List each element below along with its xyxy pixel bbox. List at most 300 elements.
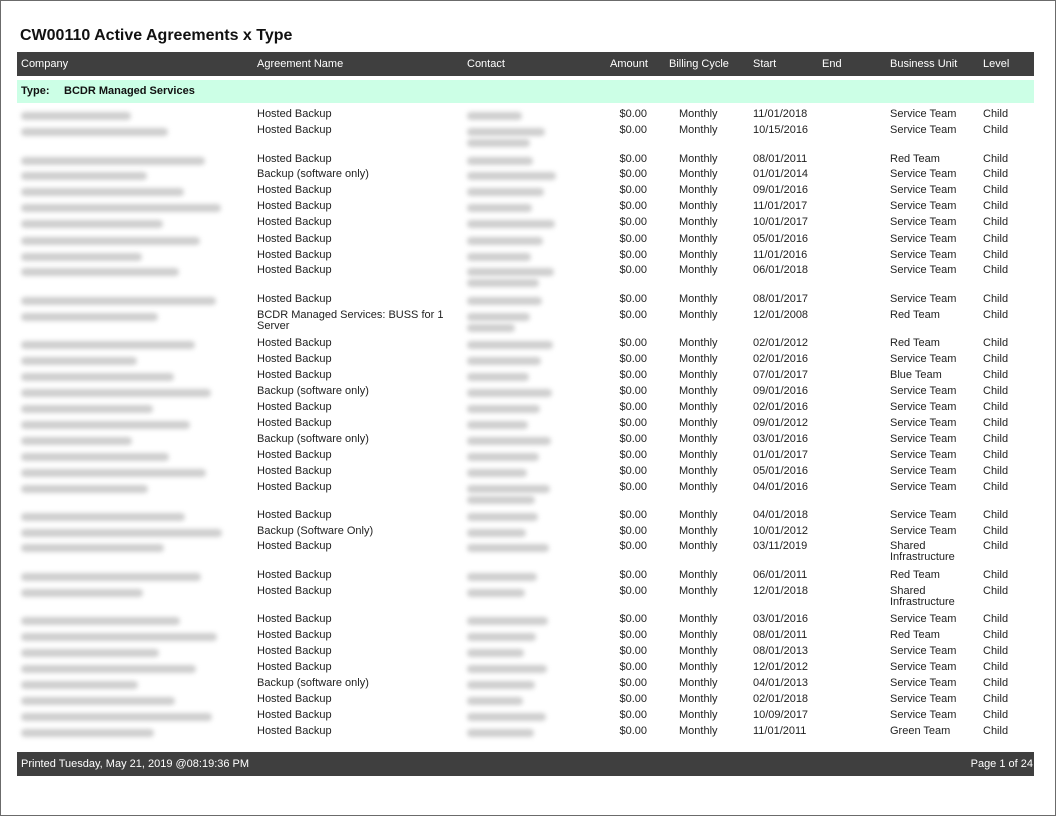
col-business-unit: Business Unit (890, 58, 958, 70)
amount: $0.00 (619, 293, 647, 305)
business-unit: Red Team (890, 337, 940, 349)
billing-cycle: Monthly (679, 233, 718, 245)
amount: $0.00 (619, 417, 647, 429)
start-date: 03/01/2016 (753, 433, 809, 445)
agreement-name: Hosted Backup (257, 264, 332, 276)
business-unit: Service Team (890, 481, 957, 493)
redacted-company (21, 453, 169, 461)
business-unit: Service Team (890, 645, 957, 657)
redacted-contact (467, 324, 515, 332)
redacted-contact (467, 405, 540, 413)
start-date: 06/01/2018 (753, 264, 809, 276)
amount: $0.00 (619, 216, 647, 228)
level: Child (983, 153, 1009, 165)
redacted-company (21, 128, 168, 136)
billing-cycle: Monthly (679, 509, 718, 521)
level: Child (983, 613, 1009, 625)
level: Child (983, 661, 1009, 673)
start-date: 05/01/2016 (753, 233, 809, 245)
redacted-company (21, 204, 221, 212)
amount: $0.00 (619, 249, 647, 261)
business-unit: Red Team (890, 569, 940, 581)
start-date: 11/01/2016 (753, 249, 808, 261)
redacted-company (21, 297, 216, 305)
redacted-company (21, 405, 153, 413)
redacted-company (21, 713, 212, 721)
start-date: 11/01/2011 (753, 725, 807, 737)
level: Child (983, 369, 1009, 381)
redacted-contact (467, 313, 530, 321)
amount: $0.00 (619, 540, 647, 552)
start-date: 02/01/2018 (753, 693, 809, 705)
business-unit: Service Team (890, 433, 957, 445)
start-date: 04/01/2013 (753, 677, 809, 689)
redacted-company (21, 513, 185, 521)
redacted-company (21, 357, 137, 365)
amount: $0.00 (619, 153, 647, 165)
agreement-name: Hosted Backup (257, 481, 332, 493)
redacted-company (21, 341, 195, 349)
billing-cycle: Monthly (679, 709, 718, 721)
agreement-name: Hosted Backup (257, 153, 332, 165)
business-unit: Red Team (890, 153, 940, 165)
redacted-contact (467, 357, 541, 365)
redacted-contact (467, 128, 545, 136)
level: Child (983, 509, 1009, 521)
amount: $0.00 (619, 509, 647, 521)
billing-cycle: Monthly (679, 353, 718, 365)
redacted-contact (467, 237, 543, 245)
agreement-name: Hosted Backup (257, 465, 332, 477)
redacted-company (21, 649, 159, 657)
business-unit: Service Team (890, 184, 957, 196)
agreement-name: Hosted Backup (257, 417, 332, 429)
amount: $0.00 (619, 585, 647, 597)
redacted-contact (467, 188, 544, 196)
billing-cycle: Monthly (679, 153, 718, 165)
start-date: 10/09/2017 (753, 709, 809, 721)
col-contact: Contact (467, 58, 505, 70)
level: Child (983, 465, 1009, 477)
level: Child (983, 184, 1009, 196)
amount: $0.00 (619, 264, 647, 276)
redacted-company (21, 253, 142, 261)
business-unit: Service Team (890, 249, 957, 261)
level: Child (983, 353, 1009, 365)
start-date: 09/01/2016 (753, 184, 809, 196)
billing-cycle: Monthly (679, 184, 718, 196)
agreement-name: Hosted Backup (257, 661, 332, 673)
business-unit: Service Team (890, 677, 957, 689)
amount: $0.00 (619, 353, 647, 365)
amount: $0.00 (619, 677, 647, 689)
amount: $0.00 (619, 449, 647, 461)
redacted-contact (467, 112, 522, 120)
billing-cycle: Monthly (679, 569, 718, 581)
col-start: Start (753, 58, 777, 70)
redacted-contact (467, 633, 536, 641)
agreement-name: Hosted Backup (257, 184, 332, 196)
agreement-name: Hosted Backup (257, 124, 332, 136)
billing-cycle: Monthly (679, 108, 718, 120)
redacted-company (21, 188, 184, 196)
start-date: 11/01/2018 (753, 108, 808, 120)
redacted-contact (467, 544, 549, 552)
redacted-company (21, 237, 200, 245)
col-agreement-name: Agreement Name (257, 58, 344, 70)
redacted-company (21, 437, 132, 445)
business-unit: Service Team (890, 233, 957, 245)
amount: $0.00 (619, 433, 647, 445)
redacted-contact (467, 485, 550, 493)
redacted-company (21, 529, 222, 537)
business-unit: Green Team (890, 725, 951, 737)
redacted-company (21, 220, 163, 228)
level: Child (983, 401, 1009, 413)
agreement-name: Hosted Backup (257, 645, 332, 657)
start-date: 01/01/2014 (753, 168, 809, 180)
business-unit: Service Team (890, 124, 957, 136)
start-date: 11/01/2017 (753, 200, 808, 212)
redacted-company (21, 697, 175, 705)
redacted-company (21, 665, 196, 673)
agreement-name: Backup (software only) (257, 168, 369, 180)
redacted-contact (467, 649, 524, 657)
redacted-contact (467, 268, 554, 276)
level: Child (983, 124, 1009, 136)
start-date: 02/01/2016 (753, 401, 809, 413)
agreement-name: Backup (software only) (257, 385, 369, 397)
col-billing-cycle: Billing Cycle (669, 58, 729, 70)
redacted-company (21, 485, 148, 493)
amount: $0.00 (619, 337, 647, 349)
amount: $0.00 (619, 569, 647, 581)
start-date: 07/01/2017 (753, 369, 809, 381)
start-date: 10/01/2012 (753, 525, 809, 537)
billing-cycle: Monthly (679, 677, 718, 689)
business-unit: Service Team (890, 293, 957, 305)
start-date: 08/01/2017 (753, 293, 809, 305)
billing-cycle: Monthly (679, 385, 718, 397)
business-unit: Service Team (890, 417, 957, 429)
amount: $0.00 (619, 200, 647, 212)
amount: $0.00 (619, 693, 647, 705)
redacted-contact (467, 453, 539, 461)
agreement-name: Hosted Backup (257, 233, 332, 245)
billing-cycle: Monthly (679, 216, 718, 228)
start-date: 10/15/2016 (753, 124, 809, 136)
redacted-company (21, 544, 164, 552)
agreement-name: Hosted Backup (257, 249, 332, 261)
amount: $0.00 (619, 108, 647, 120)
level: Child (983, 709, 1009, 721)
redacted-contact (467, 389, 552, 397)
redacted-contact (467, 729, 534, 737)
billing-cycle: Monthly (679, 417, 718, 429)
agreement-name: Backup (software only) (257, 677, 369, 689)
business-unit: Service Team (890, 449, 957, 461)
level: Child (983, 449, 1009, 461)
start-date: 05/01/2016 (753, 465, 809, 477)
level: Child (983, 216, 1009, 228)
agreement-name: Hosted Backup (257, 540, 332, 552)
level: Child (983, 693, 1009, 705)
level: Child (983, 108, 1009, 120)
redacted-company (21, 469, 206, 477)
start-date: 08/01/2013 (753, 645, 809, 657)
billing-cycle: Monthly (679, 661, 718, 673)
level: Child (983, 249, 1009, 261)
business-unit: Shared Infrastructure (890, 540, 955, 563)
group-label: Type: (21, 85, 50, 97)
redacted-contact (467, 617, 548, 625)
business-unit: Service Team (890, 216, 957, 228)
redacted-contact (467, 529, 526, 537)
redacted-contact (467, 341, 553, 349)
business-unit: Service Team (890, 465, 957, 477)
billing-cycle: Monthly (679, 401, 718, 413)
col-level: Level (983, 58, 1010, 70)
amount: $0.00 (619, 168, 647, 180)
agreement-name: Hosted Backup (257, 585, 332, 597)
level: Child (983, 540, 1009, 552)
redacted-contact (467, 589, 525, 597)
billing-cycle: Monthly (679, 449, 718, 461)
billing-cycle: Monthly (679, 481, 718, 493)
redacted-contact (467, 373, 529, 381)
redacted-company (21, 421, 190, 429)
billing-cycle: Monthly (679, 309, 718, 321)
billing-cycle: Monthly (679, 725, 718, 737)
redacted-company (21, 681, 138, 689)
agreement-name: Hosted Backup (257, 369, 332, 381)
level: Child (983, 233, 1009, 245)
level: Child (983, 168, 1009, 180)
redacted-contact (467, 665, 547, 673)
billing-cycle: Monthly (679, 629, 718, 641)
redacted-contact (467, 172, 556, 180)
redacted-contact (467, 469, 527, 477)
level: Child (983, 293, 1009, 305)
amount: $0.00 (619, 629, 647, 641)
amount: $0.00 (619, 385, 647, 397)
agreement-name: Backup (software only) (257, 433, 369, 445)
start-date: 03/11/2019 (753, 540, 808, 552)
business-unit: Service Team (890, 613, 957, 625)
redacted-company (21, 633, 217, 641)
col-company: Company (21, 58, 69, 70)
billing-cycle: Monthly (679, 249, 718, 261)
start-date: 09/01/2012 (753, 417, 809, 429)
start-date: 02/01/2016 (753, 353, 809, 365)
agreement-name: Hosted Backup (257, 353, 332, 365)
business-unit: Service Team (890, 264, 957, 276)
start-date: 12/01/2008 (753, 309, 809, 321)
agreement-name: Hosted Backup (257, 216, 332, 228)
redacted-company (21, 589, 143, 597)
redacted-contact (467, 713, 546, 721)
level: Child (983, 569, 1009, 581)
level: Child (983, 629, 1009, 641)
level: Child (983, 677, 1009, 689)
redacted-company (21, 268, 179, 276)
agreement-name: Hosted Backup (257, 449, 332, 461)
billing-cycle: Monthly (679, 168, 718, 180)
col-end: End (822, 58, 842, 70)
level: Child (983, 337, 1009, 349)
amount: $0.00 (619, 613, 647, 625)
agreement-name: Hosted Backup (257, 293, 332, 305)
business-unit: Service Team (890, 401, 957, 413)
level: Child (983, 264, 1009, 276)
level: Child (983, 481, 1009, 493)
redacted-company (21, 112, 131, 120)
business-unit: Service Team (890, 168, 957, 180)
billing-cycle: Monthly (679, 465, 718, 477)
redacted-contact (467, 297, 542, 305)
group-value: BCDR Managed Services (64, 85, 195, 97)
billing-cycle: Monthly (679, 293, 718, 305)
amount: $0.00 (619, 233, 647, 245)
start-date: 03/01/2016 (753, 613, 809, 625)
billing-cycle: Monthly (679, 337, 718, 349)
redacted-company (21, 172, 147, 180)
amount: $0.00 (619, 124, 647, 136)
redacted-contact (467, 279, 539, 287)
printed-timestamp: Printed Tuesday, May 21, 2019 @08:19:36 PM (21, 758, 250, 770)
agreement-name: Hosted Backup (257, 613, 332, 625)
start-date: 06/01/2011 (753, 569, 808, 581)
start-date: 01/01/2017 (753, 449, 809, 461)
start-date: 08/01/2011 (753, 629, 808, 641)
amount: $0.00 (619, 709, 647, 721)
redacted-company (21, 617, 180, 625)
business-unit: Service Team (890, 353, 957, 365)
billing-cycle: Monthly (679, 124, 718, 136)
amount: $0.00 (619, 401, 647, 413)
amount: $0.00 (619, 309, 647, 321)
billing-cycle: Monthly (679, 613, 718, 625)
redacted-contact (467, 437, 551, 445)
billing-cycle: Monthly (679, 264, 718, 276)
start-date: 10/01/2017 (753, 216, 809, 228)
business-unit: Service Team (890, 661, 957, 673)
redacted-contact (467, 681, 535, 689)
business-unit: Red Team (890, 309, 940, 321)
agreement-name: Hosted Backup (257, 108, 332, 120)
billing-cycle: Monthly (679, 585, 718, 597)
start-date: 08/01/2011 (753, 153, 808, 165)
agreement-name: Hosted Backup (257, 401, 332, 413)
redacted-company (21, 389, 211, 397)
agreement-name: BCDR Managed Services: BUSS for 1 Server (257, 309, 444, 332)
start-date: 12/01/2018 (753, 585, 809, 597)
redacted-contact (467, 204, 532, 212)
billing-cycle: Monthly (679, 645, 718, 657)
report-footer (17, 752, 1034, 776)
report-title: CW00110 Active Agreements x Type (20, 27, 293, 44)
agreement-name: Hosted Backup (257, 709, 332, 721)
redacted-contact (467, 573, 537, 581)
amount: $0.00 (619, 725, 647, 737)
redacted-company (21, 313, 158, 321)
agreement-name: Hosted Backup (257, 569, 332, 581)
billing-cycle: Monthly (679, 200, 718, 212)
redacted-company (21, 573, 201, 581)
level: Child (983, 585, 1009, 597)
business-unit: Service Team (890, 385, 957, 397)
report-rows (17, 1, 1034, 817)
agreement-name: Hosted Backup (257, 629, 332, 641)
business-unit: Service Team (890, 693, 957, 705)
level: Child (983, 725, 1009, 737)
amount: $0.00 (619, 369, 647, 381)
business-unit: Red Team (890, 629, 940, 641)
redacted-contact (467, 220, 555, 228)
business-unit: Service Team (890, 525, 957, 537)
redacted-contact (467, 139, 530, 147)
redacted-company (21, 157, 205, 165)
billing-cycle: Monthly (679, 693, 718, 705)
redacted-contact (467, 157, 533, 165)
billing-cycle: Monthly (679, 525, 718, 537)
agreement-name: Hosted Backup (257, 509, 332, 521)
level: Child (983, 525, 1009, 537)
agreement-name: Hosted Backup (257, 693, 332, 705)
redacted-company (21, 373, 174, 381)
level: Child (983, 309, 1009, 321)
amount: $0.00 (619, 184, 647, 196)
start-date: 09/01/2016 (753, 385, 809, 397)
billing-cycle: Monthly (679, 433, 718, 445)
amount: $0.00 (619, 661, 647, 673)
level: Child (983, 200, 1009, 212)
start-date: 04/01/2016 (753, 481, 809, 493)
amount: $0.00 (619, 645, 647, 657)
level: Child (983, 645, 1009, 657)
agreement-name: Backup (Software Only) (257, 525, 374, 537)
business-unit: Service Team (890, 509, 957, 521)
start-date: 04/01/2018 (753, 509, 809, 521)
agreement-name: Hosted Backup (257, 200, 332, 212)
page-number: Page 1 of 24 (970, 758, 1033, 770)
billing-cycle: Monthly (679, 369, 718, 381)
level: Child (983, 385, 1009, 397)
business-unit: Blue Team (890, 369, 942, 381)
level: Child (983, 417, 1009, 429)
amount: $0.00 (619, 525, 647, 537)
amount: $0.00 (619, 481, 647, 493)
level: Child (983, 433, 1009, 445)
start-date: 02/01/2012 (753, 337, 809, 349)
business-unit: Service Team (890, 709, 957, 721)
billing-cycle: Monthly (679, 540, 718, 552)
redacted-contact (467, 496, 535, 504)
start-date: 12/01/2012 (753, 661, 809, 673)
redacted-contact (467, 421, 528, 429)
agreement-name: Hosted Backup (257, 337, 332, 349)
redacted-contact (467, 253, 531, 261)
business-unit: Service Team (890, 200, 957, 212)
business-unit: Shared Infrastructure (890, 585, 955, 608)
redacted-contact (467, 513, 538, 521)
col-amount: Amount (610, 58, 648, 70)
business-unit: Service Team (890, 108, 957, 120)
redacted-contact (467, 697, 523, 705)
agreement-name: Hosted Backup (257, 725, 332, 737)
amount: $0.00 (619, 465, 647, 477)
redacted-company (21, 729, 154, 737)
